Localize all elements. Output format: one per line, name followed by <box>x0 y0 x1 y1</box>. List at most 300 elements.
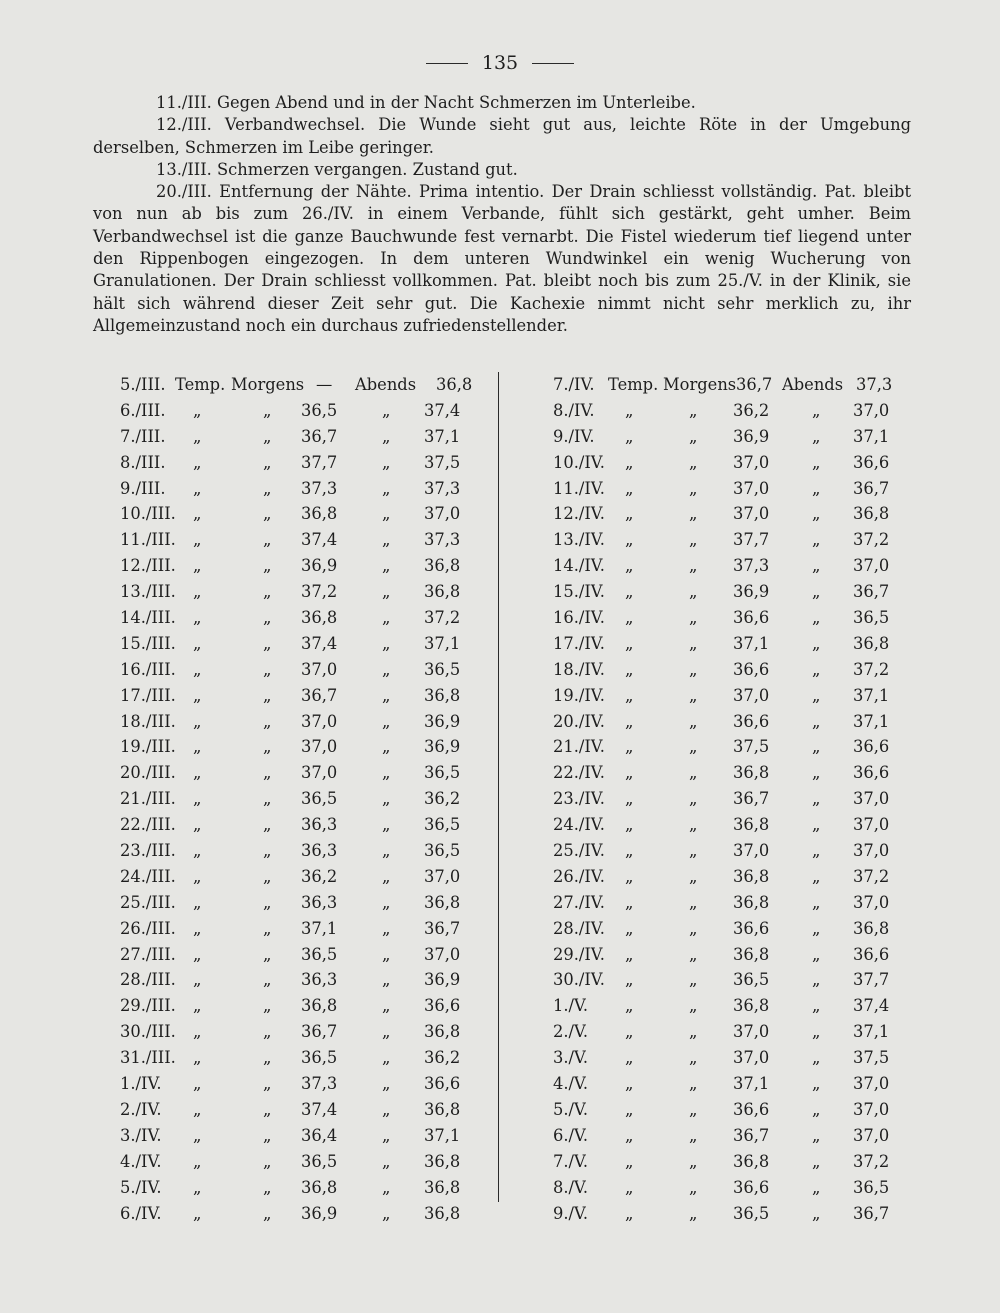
ditto-mark: „ <box>689 815 698 835</box>
table-row <box>93 760 493 786</box>
table-row <box>548 916 908 942</box>
evening-value: 36,5 <box>424 659 461 679</box>
ditto-mark: „ <box>263 608 272 628</box>
ditto-mark: „ <box>689 1203 698 1223</box>
date-cell: 31./III. <box>120 1048 176 1068</box>
date-cell: 22./III. <box>120 815 176 835</box>
date-cell: 23./III. <box>120 841 176 861</box>
ditto-mark: „ <box>382 400 391 420</box>
ditto-mark: „ <box>382 1074 391 1094</box>
ditto-mark: „ <box>263 944 272 964</box>
date-cell: 17./III. <box>120 685 176 705</box>
evening-value: 36,8 <box>424 1099 461 1119</box>
page-number: 135 <box>481 52 519 74</box>
ditto-mark: „ <box>263 1048 272 1068</box>
ditto-mark: „ <box>689 970 698 990</box>
evening-value: 36,8 <box>853 918 890 938</box>
ditto-mark: „ <box>625 944 634 964</box>
date-cell: 22./IV. <box>553 763 605 783</box>
evening-value: 37,5 <box>424 452 461 472</box>
date-cell: 15./III. <box>120 633 176 653</box>
ditto-mark: „ <box>263 841 272 861</box>
ditto-mark: „ <box>625 711 634 731</box>
ditto-mark: „ <box>625 426 634 446</box>
date-cell: 4./IV. <box>120 1151 162 1171</box>
date-cell: 28./IV. <box>553 918 605 938</box>
morning-value: 36,6 <box>733 1177 770 1197</box>
ditto-mark: „ <box>625 1048 634 1068</box>
evening-value: 37,3 <box>424 530 461 550</box>
table-row <box>548 631 908 657</box>
ditto-mark: „ <box>193 1203 202 1223</box>
table-row <box>548 1201 908 1227</box>
ditto-mark: „ <box>689 1074 698 1094</box>
evening-value: 37,2 <box>853 530 890 550</box>
ditto-mark: „ <box>193 944 202 964</box>
date-cell: 4./V. <box>553 1074 589 1094</box>
evening-value: 37,2 <box>853 866 890 886</box>
morning-value: 36,5 <box>733 970 770 990</box>
evening-value: 37,3 <box>856 375 893 394</box>
table-row <box>93 372 493 398</box>
evening-value: 37,0 <box>853 1125 890 1145</box>
ditto-mark: „ <box>689 944 698 964</box>
evening-value: 37,0 <box>853 789 890 809</box>
morning-value: 37,7 <box>301 452 338 472</box>
evening-value: 37,0 <box>853 1074 890 1094</box>
morning-value: 37,5 <box>733 737 770 757</box>
ditto-mark: „ <box>625 996 634 1016</box>
ditto-mark: „ <box>812 1177 821 1197</box>
ditto-mark: „ <box>193 711 202 731</box>
evening-value: 37,0 <box>853 400 890 420</box>
column-divider <box>498 372 499 1202</box>
ditto-mark: „ <box>689 1048 698 1068</box>
evening-value: 36,6 <box>853 452 890 472</box>
morning-value: 37,4 <box>301 1099 338 1119</box>
morning-value: 37,7 <box>733 530 770 550</box>
table-row <box>93 1045 493 1071</box>
date-cell: 1./V. <box>553 996 589 1016</box>
ditto-mark: „ <box>812 1074 821 1094</box>
ditto-mark: „ <box>689 1177 698 1197</box>
evening-value: 36,6 <box>853 763 890 783</box>
table-row <box>548 1071 908 1097</box>
ditto-mark: „ <box>382 504 391 524</box>
morning-value: 36,5 <box>301 789 338 809</box>
ditto-mark: „ <box>263 659 272 679</box>
evening-value: 37,2 <box>853 1151 890 1171</box>
morning-value: 37,0 <box>301 711 338 731</box>
ditto-mark: „ <box>625 737 634 757</box>
ditto-mark: „ <box>193 1099 202 1119</box>
table-row <box>548 1097 908 1123</box>
ditto-mark: „ <box>382 1177 391 1197</box>
table-row <box>93 864 493 890</box>
ditto-mark: „ <box>625 478 634 498</box>
evening-value: 36,9 <box>424 711 461 731</box>
morning-value: 36,9 <box>733 426 770 446</box>
table-row <box>93 967 493 993</box>
evening-label: Abends <box>782 375 844 394</box>
ditto-mark: „ <box>689 996 698 1016</box>
ditto-mark: „ <box>193 608 202 628</box>
date-cell: 16./IV. <box>553 608 605 628</box>
ditto-mark: „ <box>263 478 272 498</box>
temperature-table-right <box>548 372 908 1226</box>
evening-value: 36,8 <box>424 1022 461 1042</box>
date-cell: 5./III. <box>120 375 166 394</box>
ditto-mark: „ <box>193 556 202 576</box>
ditto-mark: „ <box>193 685 202 705</box>
morning-value: 37,0 <box>301 659 338 679</box>
date-cell: 11./IV. <box>553 478 605 498</box>
morning-value: 37,3 <box>301 1074 338 1094</box>
morning-value: 36,7 <box>301 685 338 705</box>
ditto-mark: „ <box>812 866 821 886</box>
ditto-mark: „ <box>689 892 698 912</box>
evening-value: 37,1 <box>853 711 890 731</box>
ditto-mark: „ <box>382 841 391 861</box>
ditto-mark: „ <box>812 815 821 835</box>
evening-value: 37,4 <box>424 400 461 420</box>
evening-value: 36,8 <box>853 504 890 524</box>
ditto-mark: „ <box>263 530 272 550</box>
morning-value: 37,4 <box>301 530 338 550</box>
table-row <box>93 786 493 812</box>
date-cell: 12./IV. <box>553 504 605 524</box>
temp-label: Temp. <box>608 375 659 394</box>
evening-value: 37,0 <box>424 866 461 886</box>
morning-value: 36,3 <box>301 970 338 990</box>
date-cell: 3./V. <box>553 1048 589 1068</box>
ditto-mark: „ <box>689 1099 698 1119</box>
ditto-mark: „ <box>382 918 391 938</box>
evening-value: 36,7 <box>853 478 890 498</box>
ditto-mark: „ <box>193 892 202 912</box>
ditto-mark: „ <box>625 1022 634 1042</box>
table-row <box>93 916 493 942</box>
table-row <box>93 605 493 631</box>
date-cell: 23./IV. <box>553 789 605 809</box>
morning-dash: — <box>316 375 333 394</box>
date-cell: 26./III. <box>120 918 176 938</box>
case-notes <box>93 92 911 337</box>
table-row <box>548 760 908 786</box>
ditto-mark: „ <box>263 504 272 524</box>
evening-value: 37,0 <box>424 504 461 524</box>
ditto-mark: „ <box>689 633 698 653</box>
ditto-mark: „ <box>812 608 821 628</box>
morning-value: 36,3 <box>301 815 338 835</box>
morning-value: 36,6 <box>733 608 770 628</box>
morning-value: 36,8 <box>733 996 770 1016</box>
morning-value: 36,8 <box>733 1151 770 1171</box>
ditto-mark: „ <box>625 582 634 602</box>
date-cell: 11./III. <box>120 530 176 550</box>
date-cell: 20./III. <box>120 763 176 783</box>
date-cell: 7./V. <box>553 1151 589 1171</box>
date-cell: 16./III. <box>120 659 176 679</box>
ditto-mark: „ <box>382 1203 391 1223</box>
evening-value: 37,1 <box>853 426 890 446</box>
table-row <box>548 372 908 398</box>
table-row <box>93 890 493 916</box>
ditto-mark: „ <box>263 866 272 886</box>
evening-value: 36,8 <box>424 1203 461 1223</box>
ditto-mark: „ <box>689 1022 698 1042</box>
evening-value: 36,7 <box>853 1203 890 1223</box>
table-row <box>93 942 493 968</box>
table-row <box>93 501 493 527</box>
ditto-mark: „ <box>263 1125 272 1145</box>
date-cell: 8./IV. <box>553 400 595 420</box>
ditto-mark: „ <box>812 633 821 653</box>
ditto-mark: „ <box>263 737 272 757</box>
ditto-mark: „ <box>812 996 821 1016</box>
evening-value: 36,8 <box>424 582 461 602</box>
morning-value: 37,3 <box>733 556 770 576</box>
ditto-mark: „ <box>689 866 698 886</box>
ditto-mark: „ <box>812 685 821 705</box>
ditto-mark: „ <box>689 737 698 757</box>
ditto-mark: „ <box>625 1074 634 1094</box>
ditto-mark: „ <box>625 556 634 576</box>
ditto-mark: „ <box>689 426 698 446</box>
morning-value: 36,5 <box>733 1203 770 1223</box>
table-row <box>548 838 908 864</box>
morning-value: 36,8 <box>733 866 770 886</box>
ditto-mark: „ <box>625 685 634 705</box>
evening-value: 36,8 <box>424 556 461 576</box>
ditto-mark: „ <box>625 504 634 524</box>
evening-value: 37,1 <box>853 1022 890 1042</box>
ditto-mark: „ <box>689 763 698 783</box>
date-cell: 2./IV. <box>120 1099 162 1119</box>
date-cell: 29./IV. <box>553 944 605 964</box>
date-cell: 20./IV. <box>553 711 605 731</box>
ditto-mark: „ <box>689 452 698 472</box>
evening-value: 37,1 <box>853 685 890 705</box>
date-cell: 25./IV. <box>553 841 605 861</box>
date-cell: 21./IV. <box>553 737 605 757</box>
ditto-mark: „ <box>263 789 272 809</box>
evening-value: 37,0 <box>853 556 890 576</box>
date-cell: 24./IV. <box>553 815 605 835</box>
morning-value: 37,0 <box>733 1048 770 1068</box>
table-row <box>93 1019 493 1045</box>
ditto-mark: „ <box>193 1048 202 1068</box>
ditto-mark: „ <box>193 1074 202 1094</box>
date-cell: 18./III. <box>120 711 176 731</box>
table-row <box>548 734 908 760</box>
ditto-mark: „ <box>382 452 391 472</box>
date-cell: 15./IV. <box>553 582 605 602</box>
table-row <box>93 553 493 579</box>
ditto-mark: „ <box>193 426 202 446</box>
date-cell: 13./III. <box>120 582 176 602</box>
ditto-mark: „ <box>625 1177 634 1197</box>
morning-value: 36,8 <box>301 996 338 1016</box>
ditto-mark: „ <box>382 892 391 912</box>
page-header <box>0 52 1000 74</box>
ditto-mark: „ <box>812 582 821 602</box>
ditto-mark: „ <box>812 504 821 524</box>
ditto-mark: „ <box>382 1125 391 1145</box>
table-row <box>93 709 493 735</box>
table-row <box>548 1175 908 1201</box>
evening-value: 36,8 <box>424 1151 461 1171</box>
ditto-mark: „ <box>625 452 634 472</box>
ditto-mark: „ <box>263 685 272 705</box>
ditto-mark: „ <box>625 866 634 886</box>
ditto-mark: „ <box>193 1125 202 1145</box>
evening-value: 37,2 <box>853 659 890 679</box>
ditto-mark: „ <box>689 685 698 705</box>
header-rule-right <box>532 63 574 64</box>
date-cell: 19./IV. <box>553 685 605 705</box>
date-cell: 26./IV. <box>553 866 605 886</box>
evening-value: 36,8 <box>424 1177 461 1197</box>
evening-value: 36,6 <box>853 737 890 757</box>
evening-value: 36,5 <box>853 1177 890 1197</box>
evening-value: 36,6 <box>424 1074 461 1094</box>
table-row <box>548 424 908 450</box>
table-row <box>548 476 908 502</box>
morning-label: Morgens <box>663 375 737 394</box>
ditto-mark: „ <box>382 970 391 990</box>
table-row <box>548 786 908 812</box>
ditto-mark: „ <box>812 1203 821 1223</box>
ditto-mark: „ <box>625 815 634 835</box>
ditto-mark: „ <box>382 478 391 498</box>
morning-value: 36,7 <box>733 1125 770 1145</box>
ditto-mark: „ <box>382 815 391 835</box>
date-cell: 5./V. <box>553 1099 589 1119</box>
note-paragraph: 13./III. Schmerzen vergangen. Zustand gut. <box>156 159 518 179</box>
ditto-mark: „ <box>812 400 821 420</box>
ditto-mark: „ <box>382 685 391 705</box>
ditto-mark: „ <box>689 841 698 861</box>
ditto-mark: „ <box>382 996 391 1016</box>
ditto-mark: „ <box>193 504 202 524</box>
ditto-mark: „ <box>812 1022 821 1042</box>
note-paragraph: 11./III. Gegen Abend und in der Nacht Schmerzen im Unterleibe. <box>156 93 696 112</box>
date-cell: 6./III. <box>120 400 166 420</box>
ditto-mark: „ <box>382 1022 391 1042</box>
ditto-mark: „ <box>625 892 634 912</box>
ditto-mark: „ <box>812 763 821 783</box>
ditto-mark: „ <box>263 1074 272 1094</box>
morning-value: 36,3 <box>301 892 338 912</box>
ditto-mark: „ <box>193 841 202 861</box>
table-row <box>93 1097 493 1123</box>
ditto-mark: „ <box>382 763 391 783</box>
ditto-mark: „ <box>382 1151 391 1171</box>
ditto-mark: „ <box>382 789 391 809</box>
table-row <box>548 579 908 605</box>
ditto-mark: „ <box>193 1177 202 1197</box>
date-cell: 13./IV. <box>553 530 605 550</box>
ditto-mark: „ <box>193 866 202 886</box>
ditto-mark: „ <box>625 1125 634 1145</box>
date-cell: 7./III. <box>120 426 166 446</box>
ditto-mark: „ <box>625 763 634 783</box>
date-cell: 9./III. <box>120 478 166 498</box>
morning-value: 36,7 <box>736 375 773 394</box>
morning-value: 36,3 <box>301 841 338 861</box>
evening-value: 36,6 <box>424 996 461 1016</box>
table-row <box>93 527 493 553</box>
ditto-mark: „ <box>263 1203 272 1223</box>
morning-value: 37,0 <box>733 452 770 472</box>
ditto-mark: „ <box>193 1151 202 1171</box>
table-row <box>548 993 908 1019</box>
table-row <box>93 657 493 683</box>
evening-value: 36,2 <box>424 1048 461 1068</box>
morning-value: 37,1 <box>733 633 770 653</box>
ditto-mark: „ <box>689 789 698 809</box>
ditto-mark: „ <box>625 1099 634 1119</box>
ditto-mark: „ <box>625 608 634 628</box>
evening-value: 37,7 <box>853 970 890 990</box>
morning-value: 37,2 <box>301 582 338 602</box>
morning-value: 37,0 <box>733 1022 770 1042</box>
morning-value: 37,1 <box>733 1074 770 1094</box>
evening-value: 36,6 <box>853 944 890 964</box>
evening-value: 37,0 <box>853 815 890 835</box>
morning-value: 37,0 <box>733 685 770 705</box>
morning-value: 36,5 <box>301 400 338 420</box>
ditto-mark: „ <box>263 1151 272 1171</box>
morning-value: 36,9 <box>301 556 338 576</box>
ditto-mark: „ <box>263 400 272 420</box>
table-row <box>93 1149 493 1175</box>
ditto-mark: „ <box>193 478 202 498</box>
date-cell: 10./III. <box>120 504 176 524</box>
ditto-mark: „ <box>812 944 821 964</box>
ditto-mark: „ <box>382 1048 391 1068</box>
ditto-mark: „ <box>812 892 821 912</box>
table-row <box>548 657 908 683</box>
table-row <box>548 1019 908 1045</box>
morning-value: 36,8 <box>301 608 338 628</box>
morning-value: 36,8 <box>733 815 770 835</box>
ditto-mark: „ <box>193 815 202 835</box>
table-row <box>93 398 493 424</box>
morning-value: 36,7 <box>733 789 770 809</box>
evening-value: 37,3 <box>424 478 461 498</box>
ditto-mark: „ <box>812 659 821 679</box>
ditto-mark: „ <box>263 426 272 446</box>
table-row <box>93 476 493 502</box>
ditto-mark: „ <box>689 556 698 576</box>
ditto-mark: „ <box>382 530 391 550</box>
table-row <box>548 605 908 631</box>
table-row <box>93 838 493 864</box>
table-row <box>548 1149 908 1175</box>
table-row <box>548 501 908 527</box>
ditto-mark: „ <box>382 711 391 731</box>
ditto-mark: „ <box>812 918 821 938</box>
date-cell: 6./V. <box>553 1125 589 1145</box>
table-row <box>548 812 908 838</box>
ditto-mark: „ <box>263 970 272 990</box>
ditto-mark: „ <box>263 582 272 602</box>
table-row <box>93 1123 493 1149</box>
table-row <box>93 579 493 605</box>
evening-value: 36,8 <box>853 633 890 653</box>
